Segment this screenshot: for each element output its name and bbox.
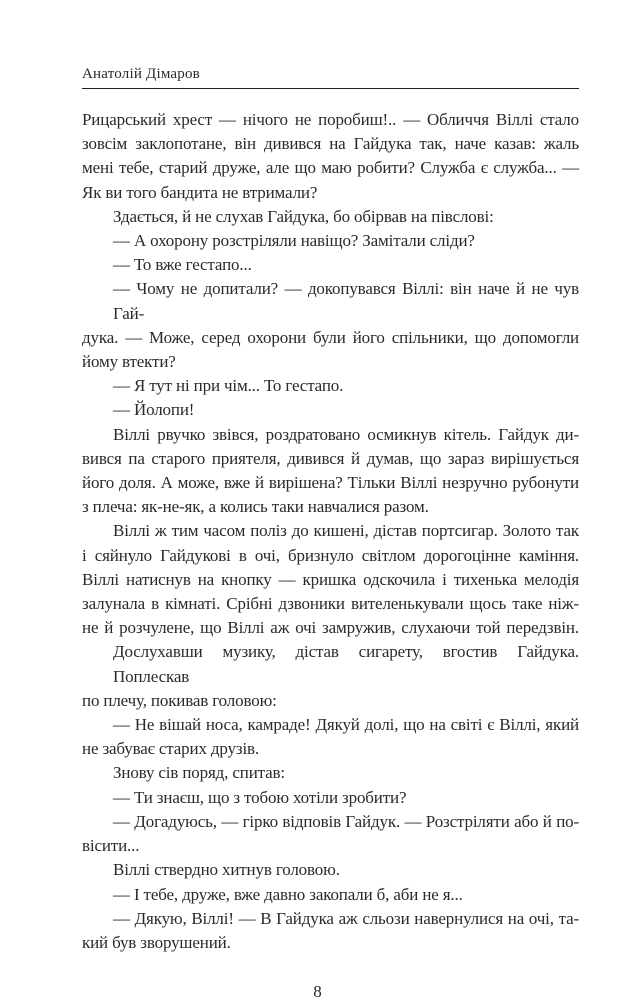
text-line: кий був зворушений. (82, 932, 231, 952)
text-line: — Я тут ні при чім... То гестапо. (113, 376, 344, 396)
text-line: з плеча: як-не-як, а колись таки навчалися разом. (82, 497, 429, 517)
text-line: не й розчулене, що Віллі аж очі замружив, слухаючи той передзвін. (82, 618, 579, 638)
text-line: зовсім заклопотане, він дивився на Гайдука так, наче казав: жаль (82, 134, 579, 154)
text-line: його доля. А може, вже й вирішена? Тільки Віллі незручно рубонути (82, 473, 579, 493)
text-line: йому втекти? (82, 352, 176, 372)
text-line: вісити... (82, 836, 140, 856)
text-line: Віллі рвучко звівся, роздратовано осмикнув кітель. Гайдук ди- (113, 424, 579, 444)
running-header-author: Анатолій Дімаров (82, 66, 200, 82)
text-line: — Не вішай носа, камраде! Дякуй долі, що на світі є Віллі, який (113, 715, 579, 735)
text-line: — То вже гестапо... (113, 255, 252, 275)
text-line: Дослухавши музику, дістав сигарету, вгостив Гайдука. Поплескав (113, 642, 579, 686)
text-line: — А охорону розстріляли навіщо? Замітали сліди? (113, 231, 475, 251)
text-line: — Дякую, Віллі! — В Гайдука аж сльози навернулися на очі, та- (113, 908, 579, 928)
text-line: — Догадуюсь, — гірко відповів Гайдук. — Розстріляти або й по- (113, 811, 579, 831)
text-line: Віллі ж тим часом поліз до кишені, дістав портсигар. Золото так (113, 521, 579, 541)
text-line: — Ти знаєш, що з тобою хотіли зробити? (113, 787, 407, 807)
text-line: — Йолопи! (113, 400, 195, 420)
text-line: Рицарський хрест — нічого не поробиш!.. — Обличчя Віллі стало (82, 110, 579, 129)
text-line: — Чому не допитали? — докопувався Віллі: він наче й не чув Гай- (113, 279, 579, 323)
page-number: 8 (313, 982, 322, 1002)
text-line: — І тебе, друже, вже давно закопали б, аби не я... (113, 884, 463, 904)
text-line: по плечу, покивав головою: (82, 690, 277, 710)
text-line: Віллі натиснув на кнопку — кришка одскочила і тихенька мелодія (82, 569, 579, 589)
text-line: і сяйнуло Гайдукові в очі, бризнуло світлом дорогоцінне каміння. (82, 545, 579, 565)
text-line: дука. — Може, серед охорони були його спільники, що допомогли (82, 327, 579, 347)
text-line: Як ви того бандита не втримали? (82, 182, 318, 202)
text-line: вився па старого приятеля, дивився й думав, що зараз вирішується (82, 448, 579, 468)
text-line: залунала в кімнаті. Срібні дзвоники вителенькували щось таке ніж- (82, 594, 579, 614)
text-line: Здається, й не слухав Гайдука, бо обірвав на півслові: (113, 206, 494, 226)
page-body-text (82, 0, 579, 955)
text-line: Знову сів поряд, спитав: (113, 763, 285, 783)
text-line: Віллі ствердно хитнув головою. (113, 860, 340, 880)
text-line: мені тебе, старий друже, але що маю робити? Служба є служба... — (82, 158, 579, 178)
text-line: не забуває старих друзів. (82, 739, 260, 759)
